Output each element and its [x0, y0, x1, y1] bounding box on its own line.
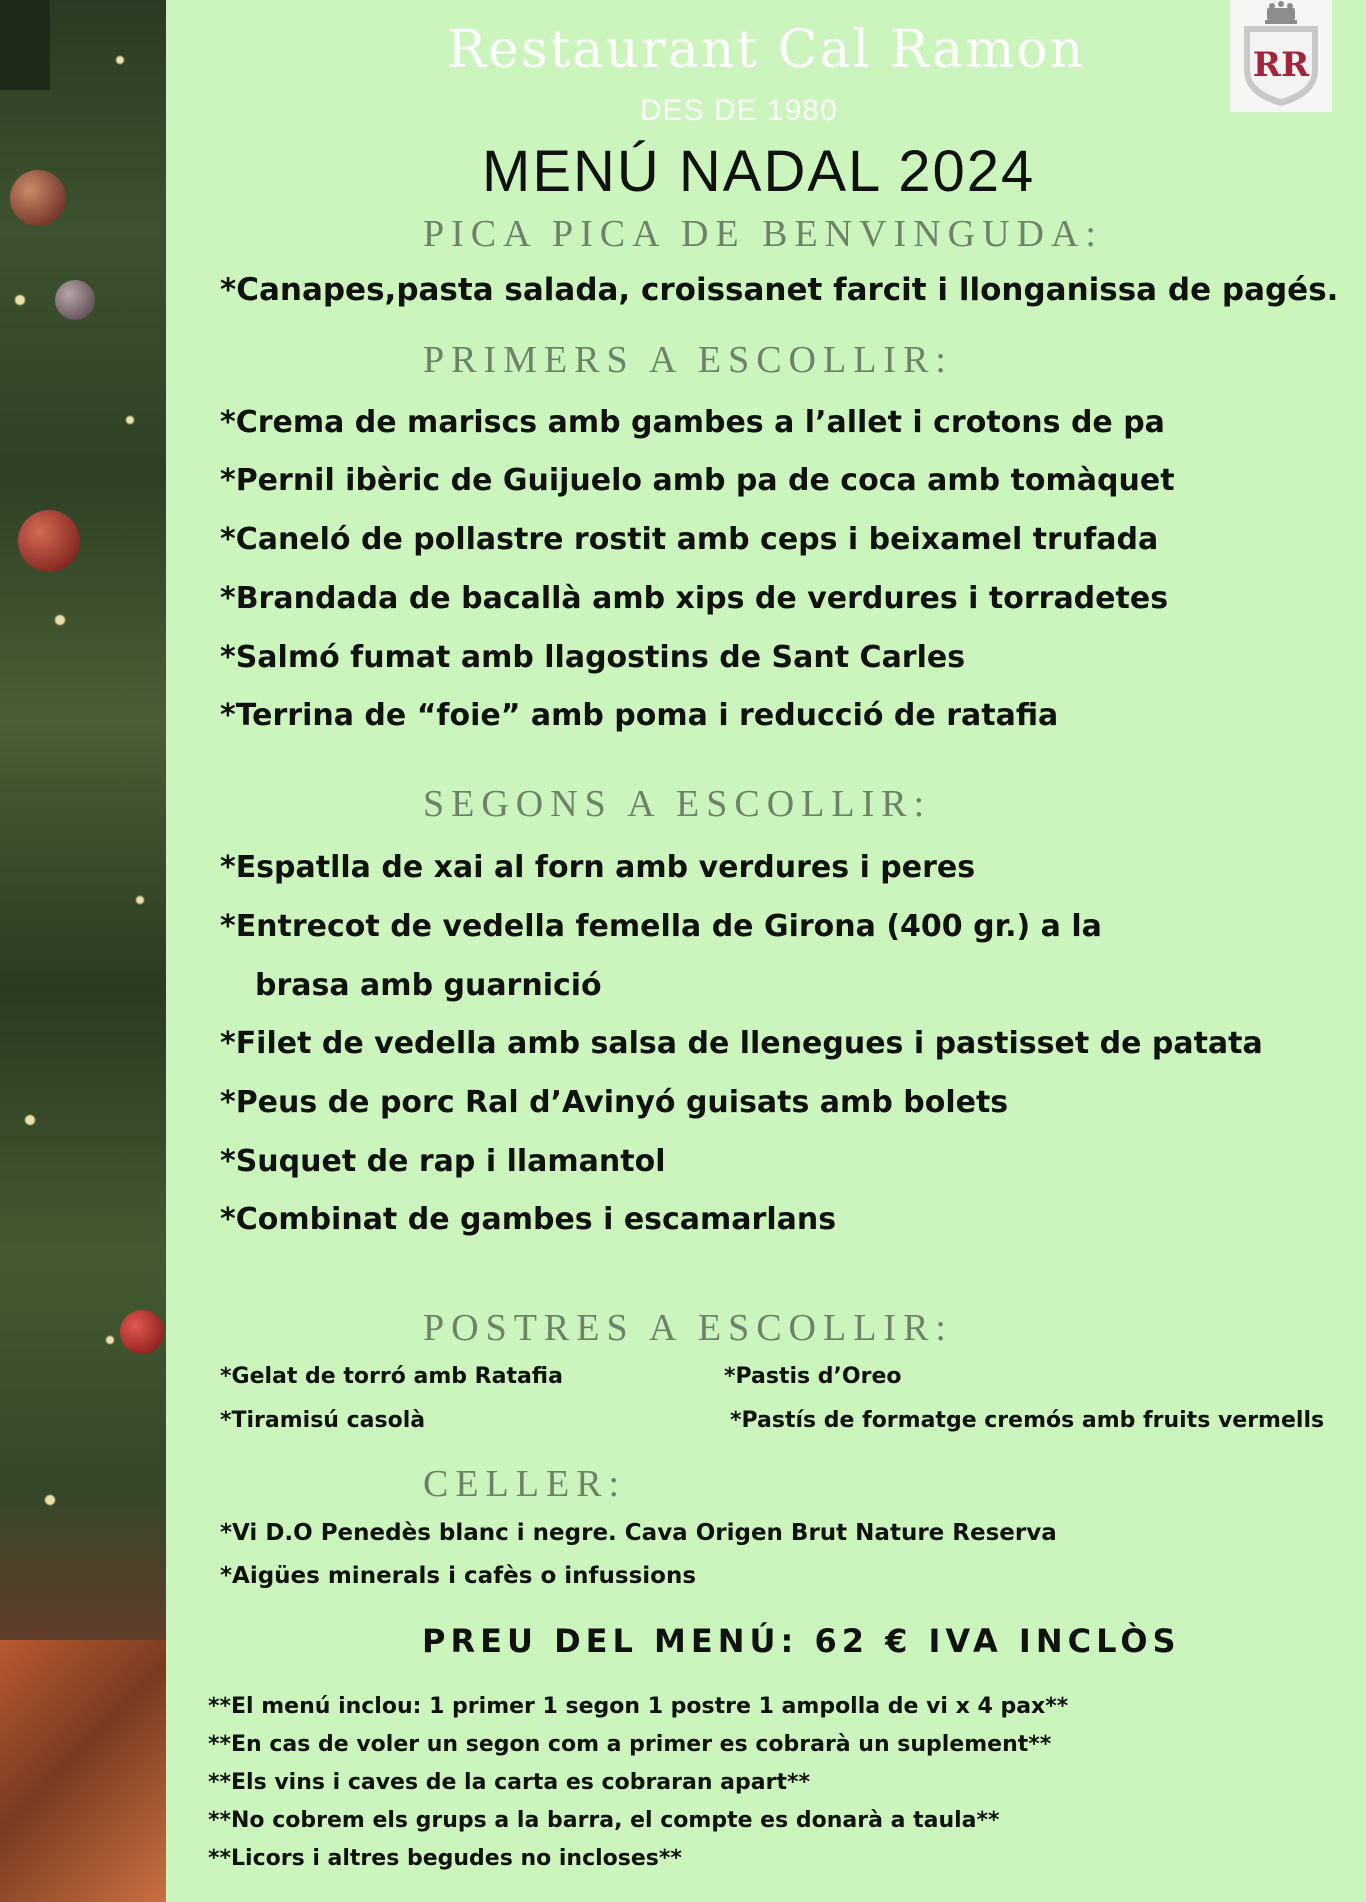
main-item: *Espatlla de xai al forn amb verdures i peres — [220, 850, 976, 885]
cellar-item: *Vi D.O Penedès blanc i negre. Cava Origen Brut Nature Reserva — [220, 1520, 1057, 1546]
main-item: *Entrecot de vedella femella de Girona (400 gr.) a la — [220, 909, 1102, 944]
ornament-icon — [55, 280, 95, 320]
starter-item: *Crema de mariscs amb gambes a l’allet i crotons de pa — [220, 405, 1165, 440]
starter-item: *Pernil ibèric de Guijuelo amb pa de coca amb tomàquet — [220, 463, 1175, 498]
menu-note: **En cas de voler un segon com a primer es cobrarà un suplement** — [208, 1732, 1052, 1757]
ornament-icon — [120, 1310, 164, 1354]
dessert-item: *Tiramisú casolà — [220, 1408, 426, 1433]
menu-note: **No cobrem els grups a la barra, el compte es donarà a taula** — [208, 1808, 1000, 1833]
starter-item: *Caneló de pollastre rostit amb ceps i beixamel trufada — [220, 522, 1159, 557]
gift-box-image — [0, 1640, 166, 1902]
main-item: *Combinat de gambes i escamarlans — [220, 1202, 837, 1237]
main-item: *Suquet de rap i llamantol — [220, 1144, 666, 1179]
mains-heading: SEGONS A ESCOLLIR: — [423, 783, 932, 825]
starters-heading: PRIMERS A ESCOLLIR: — [423, 339, 953, 381]
established-year: DES DE 1980 — [640, 94, 838, 127]
menu-note: **Licors i altres begudes no incloses** — [208, 1846, 682, 1871]
dessert-item: *Pastis d’Oreo — [724, 1364, 902, 1389]
ornament-icon — [10, 170, 66, 226]
starter-item: *Salmó fumat amb llagostins de Sant Carles — [220, 640, 966, 675]
desserts-heading: POSTRES A ESCOLLIR: — [423, 1307, 953, 1349]
menu-price: PREU DEL MENÚ: 62 € IVA INCLÒS — [422, 1622, 1181, 1660]
main-item-continued: brasa amb guarnició — [255, 968, 602, 1003]
christmas-tree-image — [0, 0, 166, 1902]
menu-note: **El menú inclou: 1 primer 1 segon 1 postre 1 ampolla de vi x 4 pax** — [208, 1694, 1069, 1719]
starter-item: *Brandada de bacallà amb xips de verdures i torradetes — [220, 581, 1169, 616]
cellar-heading: CELLER: — [423, 1463, 627, 1505]
dessert-item: *Pastís de formatge cremós amb fruits vermells — [730, 1408, 1325, 1433]
main-item: *Filet de vedella amb salsa de llenegues i pastisset de patata — [220, 1026, 1263, 1061]
cellar-item: *Aigües minerals i cafès o infussions — [220, 1563, 697, 1589]
menu-note: **Els vins i caves de la carta es cobraran apart** — [208, 1770, 810, 1795]
main-item: *Peus de porc Ral d’Avinyó guisats amb bolets — [220, 1085, 1009, 1120]
welcome-heading: PICA PICA DE BENVINGUDA: — [423, 213, 1103, 255]
tree-shadow — [0, 0, 50, 90]
logo-letters: RR — [1252, 45, 1310, 85]
starter-item: *Terrina de “foie” amb poma i reducció de ratafia — [220, 698, 1059, 733]
restaurant-name: Restaurant Cal Ramon — [446, 20, 1086, 80]
welcome-item: *Canapes,pasta salada, croissanet farcit i llonganissa de pagés. — [220, 272, 1339, 308]
dessert-item: *Gelat de torró amb Ratafia — [220, 1364, 563, 1389]
ornament-icon — [18, 510, 80, 572]
menu-title: MENÚ NADAL 2024 — [482, 139, 1036, 204]
